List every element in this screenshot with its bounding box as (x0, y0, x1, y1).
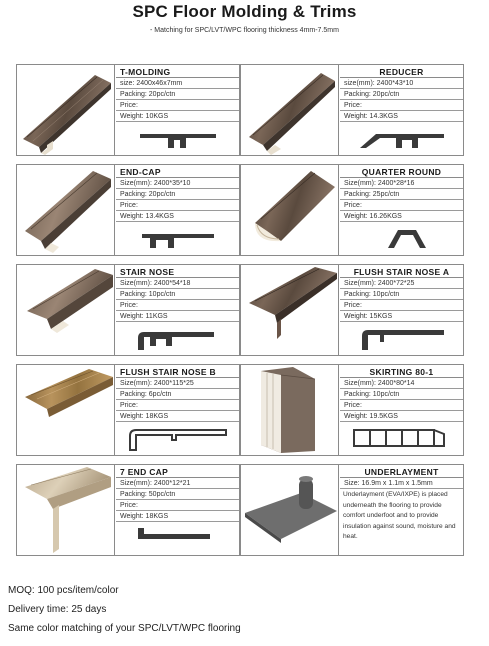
product-card-quarter-round (240, 164, 464, 256)
product-name: FLUSH STAIR NOSE B (116, 365, 239, 378)
product-card-7-end-cap (16, 464, 240, 556)
underlayment-photo (241, 465, 339, 555)
page-subtitle: - Matching for SPC/LVT/WPC flooring thickness 4mm-7.5mm (150, 27, 339, 34)
product-packing: Packing: 10pc/ctn (116, 289, 239, 300)
product-card-t-molding (16, 64, 240, 156)
product-packing: Packing: 10pc/ctn (340, 389, 463, 400)
product-price: Price: (116, 300, 239, 311)
end-cap-photo (17, 165, 115, 255)
product-weight: Weight: 10KGS (116, 111, 239, 122)
product-card-flush-stair-nose-b (16, 364, 240, 456)
skirting-80-1-photo (241, 365, 339, 455)
product-weight: Weight: 15KGS (340, 311, 463, 322)
t-molding-photo (17, 65, 115, 155)
end-cap-profile-icon (116, 222, 239, 255)
product-card-end-cap (16, 164, 240, 256)
product-name: QUARTER ROUND (340, 165, 463, 178)
skirting-80-1-profile-icon (340, 422, 463, 455)
product-size: Size(mm): 2400*80*14 (340, 378, 463, 389)
product-name: FLUSH STAIR NOSE A (340, 265, 463, 278)
product-price: Price: (116, 200, 239, 211)
product-name: T-MOLDING (116, 65, 239, 78)
page-title: SPC Floor Molding & Trims (132, 2, 357, 21)
product-weight: Weight: 18KGS (116, 411, 239, 422)
flush-stair-nose-a-photo (241, 265, 339, 355)
product-weight: Weight: 18KGS (116, 511, 239, 522)
product-price: Price: (340, 400, 463, 411)
product-name: STAIR NOSE (116, 265, 239, 278)
product-name: UNDERLAYMENT (340, 465, 463, 478)
product-size: size: 2400x46x7mm (116, 78, 239, 89)
product-packing: Packing: 20pc/ctn (340, 89, 463, 100)
quarter-round-photo (241, 165, 339, 255)
product-packing: Packing: 6pc/ctn (116, 389, 239, 400)
product-weight: Weight: 14.3KGS (340, 111, 463, 122)
product-price: Price: (116, 100, 239, 111)
product-name: SKIRTING 80-1 (340, 365, 463, 378)
product-name: END-CAP (116, 165, 239, 178)
product-size: size(mm): 2400*43*10 (340, 78, 463, 89)
color-matching-text: Same color matching of your SPC/LVT/WPC flooring (8, 623, 241, 634)
delivery-text: Delivery time: 25 days (8, 604, 107, 615)
product-weight: Weight: 11KGS (116, 311, 239, 322)
flush-stair-nose-b-photo (17, 365, 115, 455)
product-price: Price: (340, 300, 463, 311)
product-size: Size(mm): 2400*28*16 (340, 178, 463, 189)
product-price: Price: (116, 400, 239, 411)
flush-stair-nose-a-profile-icon (340, 322, 463, 355)
product-price: Price: (116, 500, 239, 511)
product-size: Size(mm): 2400*12*21 (116, 478, 239, 489)
product-size: Size(mm): 2400*35*10 (116, 178, 239, 189)
product-packing: Packing: 20pc/ctn (116, 89, 239, 100)
product-size: Size(mm): 2400*72*25 (340, 278, 463, 289)
stair-nose-photo (17, 265, 115, 355)
product-size: Size(mm): 2400*115*25 (116, 378, 239, 389)
t-molding-profile-icon (116, 122, 239, 155)
product-size: Size(mm): 2400*54*18 (116, 278, 239, 289)
product-description: Underlayment (EVA/IXPE) is placed underneath the flooring to provide comfort underfoot and to provide insulation against sound, moisture and heat. (343, 491, 456, 540)
product-card-stair-nose (16, 264, 240, 356)
product-size: Size: 16.9m x 1.1m x 1.5mm (340, 478, 463, 489)
product-packing: Packing: 10pc/ctn (340, 289, 463, 300)
flush-stair-nose-b-profile-icon (116, 422, 239, 455)
reducer-photo (241, 65, 339, 155)
product-name: REDUCER (340, 65, 463, 78)
product-weight: Weight: 19.5KGS (340, 411, 463, 422)
product-card-underlayment (240, 464, 464, 556)
product-packing: Packing: 20pc/ctn (116, 189, 239, 200)
product-packing: Packing: 50pc/ctn (116, 489, 239, 500)
stair-nose-profile-icon (116, 322, 239, 355)
moq-text: MOQ: 100 pcs/item/color (8, 585, 119, 596)
product-card-flush-stair-nose-a (240, 264, 464, 356)
reducer-profile-icon (340, 122, 463, 155)
product-packing: Packing: 25pc/ctn (340, 189, 463, 200)
product-price: Price: (340, 200, 463, 211)
7-end-cap-photo (17, 465, 115, 555)
7-end-cap-profile-icon (116, 522, 239, 555)
product-weight: Weight: 16.26KGS (340, 211, 463, 222)
product-weight: Weight: 13.4KGS (116, 211, 239, 222)
product-price: Price: (340, 100, 463, 111)
product-name: 7 END CAP (116, 465, 239, 478)
quarter-round-profile-icon (340, 222, 463, 255)
product-card-reducer (240, 64, 464, 156)
product-card-skirting-80-1 (240, 364, 464, 456)
